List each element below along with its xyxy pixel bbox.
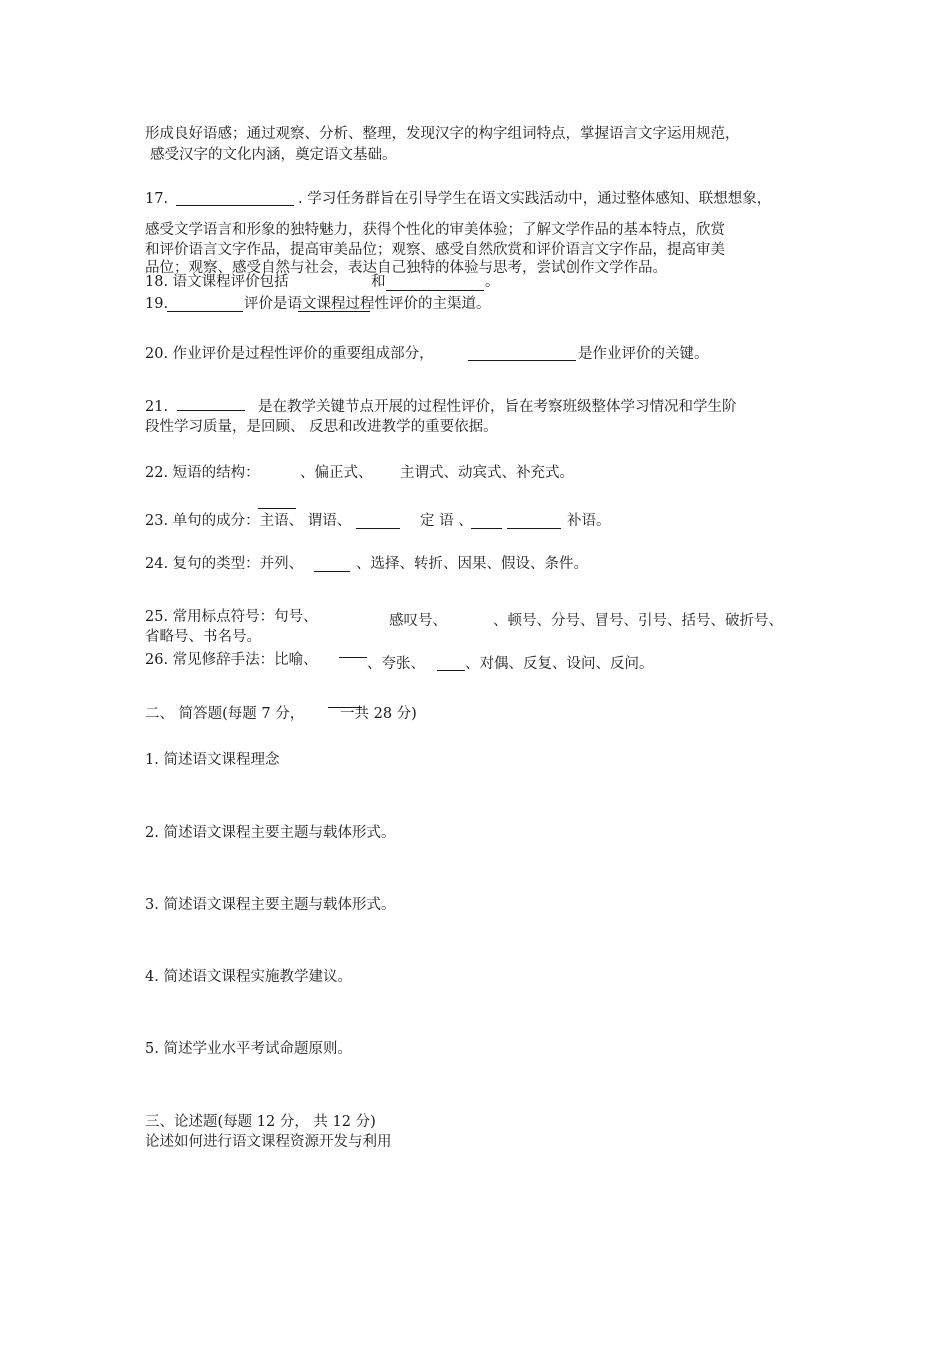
answer-blank[interactable] [176, 205, 294, 206]
answer-blank[interactable] [314, 571, 350, 572]
question: 1. 简述语文课程理念 [145, 752, 280, 768]
text-line: 补语。 [567, 513, 611, 529]
answer-blank[interactable] [468, 360, 576, 361]
text-line: 是作业评价的关键。 [578, 346, 709, 362]
section-heading: 一共 28 分) [340, 706, 417, 722]
question: 3. 简述语文课程主要主题与载体形式。 [145, 897, 396, 913]
text-line: 是在教学关键节点开展的过程性评价，旨在考察班级整体学习情况和学生阶 [258, 399, 737, 415]
text-line: 主谓式、动宾式、补充式。 [400, 465, 574, 481]
text-line: 、对偶、反复、设问、反问。 [465, 656, 654, 672]
text-line: 感叹号、 [389, 613, 447, 629]
text-line: 、偏正式、 [300, 465, 373, 481]
answer-blank[interactable] [167, 311, 243, 312]
question: 5. 简述学业水平考试命题原则。 [145, 1041, 352, 1057]
text-line: 、夸张、 [367, 656, 425, 672]
answer-blank[interactable] [507, 528, 561, 529]
question: 论述如何进行语文课程资源开发与利用 [145, 1134, 392, 1150]
section-heading: 三、论述题(每题 12 分， 共 12 分) [145, 1114, 376, 1130]
underline [298, 311, 370, 312]
text-line: 23. 单句的成分：主语、 谓语、 [145, 513, 352, 529]
text-line: 感受汉字的文化内涵，奠定语文基础。 [150, 147, 397, 163]
text-line: 评价是语文课程过程性评价的主渠道。 [244, 296, 491, 312]
text-line: 20. 作业评价是过程性评价的重要组成部分， [145, 346, 434, 362]
text-line: 。 [485, 274, 500, 290]
question: 4. 简述语文课程实施教学建议。 [145, 969, 352, 985]
text-line: 25. 常用标点符号：句号、 [145, 609, 318, 625]
section-heading: 二、 简答题(每题 7 分， [145, 706, 305, 722]
answer-blank[interactable] [386, 290, 484, 291]
answer-blank[interactable] [258, 508, 296, 509]
text-line: 22. 短语的结构： [145, 465, 260, 481]
text-line: 段性学习质量，是回顾、 反思和改进教学的重要依据。 [145, 419, 498, 435]
question-number: 17. [145, 191, 169, 207]
text-line: 26. 常见修辞手法：比喻、 [145, 652, 318, 668]
answer-blank[interactable] [339, 657, 367, 658]
text-line: 感受文学语言和形象的独特魅力，获得个性化的审美体验；了解文学作品的基本特点，欣赏 [145, 222, 725, 238]
question-number: 19. [145, 296, 169, 312]
question: 2. 简述语文课程主要主题与载体形式。 [145, 825, 396, 841]
text-line: 和评价语言文字作品，提高审美品位；观察、感受自然欣赏和评价语言文字作品，提高审美 [145, 242, 725, 258]
answer-blank[interactable] [177, 410, 245, 411]
text-line: 、顿号、分号、冒号、引号、括号、破折号、 [493, 613, 783, 629]
text-line: . 学习任务群旨在引导学生在语文实践活动中，通过整体感知、联想想象， [298, 191, 772, 207]
text-line: 省略号、书名号。 [145, 629, 261, 645]
answer-blank[interactable] [356, 528, 400, 529]
text-line: 18. 语文课程评价包括 [145, 274, 289, 290]
text-line: 形成良好语感；通过观察、分析、整理，发现汉字的构字组词特点，掌握语言文字运用规范， [145, 126, 740, 142]
answer-blank[interactable] [471, 528, 502, 529]
text-line: 和 [371, 274, 386, 290]
text-line: 定 语 、 [420, 513, 473, 529]
text-line: 品位；观察、感受自然与社会，表达自己独特的体验与思考，尝试创作文学作品。 [145, 260, 667, 276]
question-number: 21. [145, 399, 169, 415]
text-line: 24. 复句的类型：并列、 [145, 556, 304, 572]
answer-blank[interactable] [437, 670, 465, 671]
text-line: 、选择、转折、因果、假设、条件。 [356, 556, 588, 572]
